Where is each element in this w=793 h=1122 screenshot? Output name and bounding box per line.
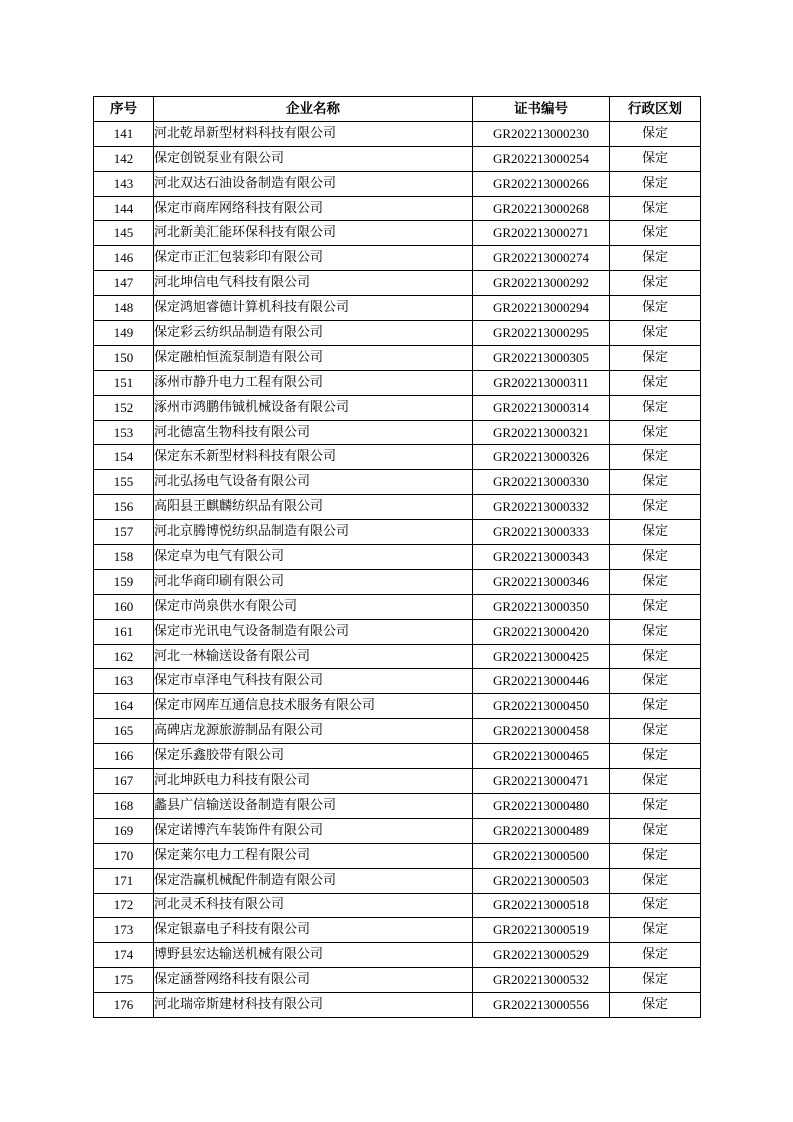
certificate-number-cell: GR202213000268 (473, 196, 610, 221)
serial-number-cell: 155 (94, 470, 154, 495)
table-row (94, 370, 701, 395)
table-row (94, 843, 701, 868)
certificate-number-cell: GR202213000529 (473, 943, 610, 968)
region-cell: 保定 (610, 246, 701, 271)
serial-number-cell: 169 (94, 818, 154, 843)
region-cell: 保定 (610, 918, 701, 943)
table-row (94, 893, 701, 918)
certificate-number-cell: GR202213000314 (473, 395, 610, 420)
certificate-number-cell: GR202213000271 (473, 221, 610, 246)
table-row (94, 918, 701, 943)
enterprise-table (93, 96, 701, 1018)
region-cell: 保定 (610, 793, 701, 818)
serial-number-cell: 173 (94, 918, 154, 943)
region-cell: 保定 (610, 644, 701, 669)
certificate-number-cell: GR202213000425 (473, 644, 610, 669)
table-row (94, 545, 701, 570)
serial-number-cell: 176 (94, 993, 154, 1018)
certificate-number-cell: GR202213000333 (473, 520, 610, 545)
table-body (94, 121, 701, 1017)
certificate-number-cell: GR202213000346 (473, 569, 610, 594)
company-name-cell: 河北灵禾科技有限公司 (154, 893, 473, 918)
company-name-cell: 河北华商印刷有限公司 (154, 569, 473, 594)
region-cell: 保定 (610, 395, 701, 420)
region-cell: 保定 (610, 744, 701, 769)
company-name-cell: 保定市商库网络科技有限公司 (154, 196, 473, 221)
certificate-number-cell: GR202213000266 (473, 171, 610, 196)
serial-number-cell: 170 (94, 843, 154, 868)
serial-number-cell: 146 (94, 246, 154, 271)
region-cell: 保定 (610, 619, 701, 644)
table-row (94, 445, 701, 470)
table-row (94, 868, 701, 893)
company-name-cell: 保定市正汇包装彩印有限公司 (154, 246, 473, 271)
certificate-number-cell: GR202213000305 (473, 345, 610, 370)
company-name-cell: 河北瑞帝斯建材科技有限公司 (154, 993, 473, 1018)
region-cell: 保定 (610, 769, 701, 794)
table-row (94, 470, 701, 495)
table-row (94, 769, 701, 794)
certificate-number-cell: GR202213000471 (473, 769, 610, 794)
region-cell: 保定 (610, 196, 701, 221)
company-name-cell: 保定市网库互通信息技术服务有限公司 (154, 694, 473, 719)
certificate-number-cell: GR202213000274 (473, 246, 610, 271)
company-name-cell: 保定涵誉网络科技有限公司 (154, 968, 473, 993)
region-cell: 保定 (610, 271, 701, 296)
region-cell: 保定 (610, 818, 701, 843)
serial-number-cell: 148 (94, 296, 154, 321)
table-row (94, 719, 701, 744)
serial-number-cell: 168 (94, 793, 154, 818)
serial-number-cell: 165 (94, 719, 154, 744)
region-cell: 保定 (610, 221, 701, 246)
certificate-number-cell: GR202213000480 (473, 793, 610, 818)
serial-number-cell: 152 (94, 395, 154, 420)
certificate-number-cell: GR202213000489 (473, 818, 610, 843)
region-cell: 保定 (610, 121, 701, 146)
company-name-cell: 河北新美汇能环保科技有限公司 (154, 221, 473, 246)
table-row (94, 271, 701, 296)
region-cell: 保定 (610, 569, 701, 594)
serial-number-cell: 154 (94, 445, 154, 470)
table-row (94, 196, 701, 221)
region-cell: 保定 (610, 445, 701, 470)
table-row (94, 818, 701, 843)
company-name-cell: 河北德富生物科技有限公司 (154, 420, 473, 445)
certificate-number-cell: GR202213000311 (473, 370, 610, 395)
region-cell: 保定 (610, 968, 701, 993)
serial-number-cell: 150 (94, 345, 154, 370)
certificate-number-cell: GR202213000556 (473, 993, 610, 1018)
serial-number-cell: 145 (94, 221, 154, 246)
table-row (94, 744, 701, 769)
serial-number-cell: 153 (94, 420, 154, 445)
company-name-cell: 河北弘扬电气设备有限公司 (154, 470, 473, 495)
region-cell: 保定 (610, 993, 701, 1018)
region-cell: 保定 (610, 171, 701, 196)
certificate-number-cell: GR202213000321 (473, 420, 610, 445)
serial-number-cell: 164 (94, 694, 154, 719)
company-name-cell: 涿州市鸿鹏伟铖机械设备有限公司 (154, 395, 473, 420)
company-name-cell: 高碑店龙源旅游制品有限公司 (154, 719, 473, 744)
serial-number-cell: 149 (94, 321, 154, 346)
header-serial-number: 序号 (94, 97, 154, 122)
region-cell: 保定 (610, 470, 701, 495)
certificate-number-cell: GR202213000500 (473, 843, 610, 868)
table-row (94, 495, 701, 520)
serial-number-cell: 174 (94, 943, 154, 968)
company-name-cell: 保定市尚泉供水有限公司 (154, 594, 473, 619)
company-name-cell: 保定浩赢机械配件制造有限公司 (154, 868, 473, 893)
header-administrative-region: 行政区划 (610, 97, 701, 122)
region-cell: 保定 (610, 594, 701, 619)
region-cell: 保定 (610, 420, 701, 445)
table-row (94, 968, 701, 993)
certificate-number-cell: GR202213000465 (473, 744, 610, 769)
serial-number-cell: 167 (94, 769, 154, 794)
company-name-cell: 保定莱尔电力工程有限公司 (154, 843, 473, 868)
company-name-cell: 河北坤信电气科技有限公司 (154, 271, 473, 296)
serial-number-cell: 158 (94, 545, 154, 570)
certificate-number-cell: GR202213000450 (473, 694, 610, 719)
table-row (94, 594, 701, 619)
certificate-number-cell: GR202213000294 (473, 296, 610, 321)
company-name-cell: 保定诺博汽车装饰件有限公司 (154, 818, 473, 843)
serial-number-cell: 141 (94, 121, 154, 146)
serial-number-cell: 156 (94, 495, 154, 520)
company-name-cell: 河北京腾博悦纺织品制造有限公司 (154, 520, 473, 545)
table-row (94, 296, 701, 321)
company-name-cell: 保定彩云纺织品制造有限公司 (154, 321, 473, 346)
serial-number-cell: 147 (94, 271, 154, 296)
serial-number-cell: 151 (94, 370, 154, 395)
serial-number-cell: 163 (94, 669, 154, 694)
serial-number-cell: 172 (94, 893, 154, 918)
serial-number-cell: 144 (94, 196, 154, 221)
certificate-number-cell: GR202213000230 (473, 121, 610, 146)
certificate-number-cell: GR202213000458 (473, 719, 610, 744)
table-row (94, 943, 701, 968)
certificate-number-cell: GR202213000292 (473, 271, 610, 296)
table-row (94, 619, 701, 644)
company-name-cell: 河北双达石油设备制造有限公司 (154, 171, 473, 196)
region-cell: 保定 (610, 694, 701, 719)
table-row (94, 520, 701, 545)
region-cell: 保定 (610, 843, 701, 868)
serial-number-cell: 159 (94, 569, 154, 594)
table-row (94, 694, 701, 719)
certificate-number-cell: GR202213000330 (473, 470, 610, 495)
company-name-cell: 河北坤跃电力科技有限公司 (154, 769, 473, 794)
region-cell: 保定 (610, 669, 701, 694)
serial-number-cell: 171 (94, 868, 154, 893)
certificate-number-cell: GR202213000420 (473, 619, 610, 644)
serial-number-cell: 157 (94, 520, 154, 545)
certificate-number-cell: GR202213000503 (473, 868, 610, 893)
region-cell: 保定 (610, 321, 701, 346)
certificate-number-cell: GR202213000519 (473, 918, 610, 943)
certificate-number-cell: GR202213000343 (473, 545, 610, 570)
serial-number-cell: 161 (94, 619, 154, 644)
region-cell: 保定 (610, 545, 701, 570)
table-row (94, 669, 701, 694)
region-cell: 保定 (610, 146, 701, 171)
company-name-cell: 博野县宏达输送机械有限公司 (154, 943, 473, 968)
company-name-cell: 涿州市静升电力工程有限公司 (154, 370, 473, 395)
company-name-cell: 河北乾昂新型材料科技有限公司 (154, 121, 473, 146)
table-row (94, 221, 701, 246)
certificate-number-cell: GR202213000254 (473, 146, 610, 171)
table-header-row (94, 97, 701, 122)
serial-number-cell: 160 (94, 594, 154, 619)
company-name-cell: 保定鸿旭睿德计算机科技有限公司 (154, 296, 473, 321)
region-cell: 保定 (610, 520, 701, 545)
serial-number-cell: 142 (94, 146, 154, 171)
company-name-cell: 保定市卓泽电气科技有限公司 (154, 669, 473, 694)
header-company-name: 企业名称 (154, 97, 473, 122)
serial-number-cell: 162 (94, 644, 154, 669)
table-row (94, 321, 701, 346)
table-row (94, 993, 701, 1018)
company-name-cell: 高阳县王麒麟纺织品有限公司 (154, 495, 473, 520)
table-row (94, 644, 701, 669)
region-cell: 保定 (610, 495, 701, 520)
table-row (94, 246, 701, 271)
company-name-cell: 保定创锐泵业有限公司 (154, 146, 473, 171)
header-certificate-number: 证书编号 (473, 97, 610, 122)
region-cell: 保定 (610, 893, 701, 918)
certificate-number-cell: GR202213000326 (473, 445, 610, 470)
company-name-cell: 保定融柏恒流泵制造有限公司 (154, 345, 473, 370)
table-row (94, 420, 701, 445)
certificate-number-cell: GR202213000446 (473, 669, 610, 694)
table-row (94, 395, 701, 420)
serial-number-cell: 143 (94, 171, 154, 196)
company-name-cell: 保定东禾新型材料科技有限公司 (154, 445, 473, 470)
certificate-number-cell: GR202213000350 (473, 594, 610, 619)
company-name-cell: 保定卓为电气有限公司 (154, 545, 473, 570)
company-name-cell: 河北一林输送设备有限公司 (154, 644, 473, 669)
table-row (94, 569, 701, 594)
serial-number-cell: 166 (94, 744, 154, 769)
serial-number-cell: 175 (94, 968, 154, 993)
table-row (94, 345, 701, 370)
region-cell: 保定 (610, 345, 701, 370)
region-cell: 保定 (610, 296, 701, 321)
company-name-cell: 保定市光讯电气设备制造有限公司 (154, 619, 473, 644)
table-row (94, 793, 701, 818)
company-name-cell: 保定乐鑫胶带有限公司 (154, 744, 473, 769)
certificate-number-cell: GR202213000332 (473, 495, 610, 520)
company-name-cell: 保定银嘉电子科技有限公司 (154, 918, 473, 943)
certificate-number-cell: GR202213000518 (473, 893, 610, 918)
region-cell: 保定 (610, 943, 701, 968)
region-cell: 保定 (610, 868, 701, 893)
certificate-number-cell: GR202213000532 (473, 968, 610, 993)
table-row (94, 121, 701, 146)
certificate-number-cell: GR202213000295 (473, 321, 610, 346)
company-name-cell: 蠡县广信输送设备制造有限公司 (154, 793, 473, 818)
table-row (94, 146, 701, 171)
region-cell: 保定 (610, 370, 701, 395)
region-cell: 保定 (610, 719, 701, 744)
table-row (94, 171, 701, 196)
